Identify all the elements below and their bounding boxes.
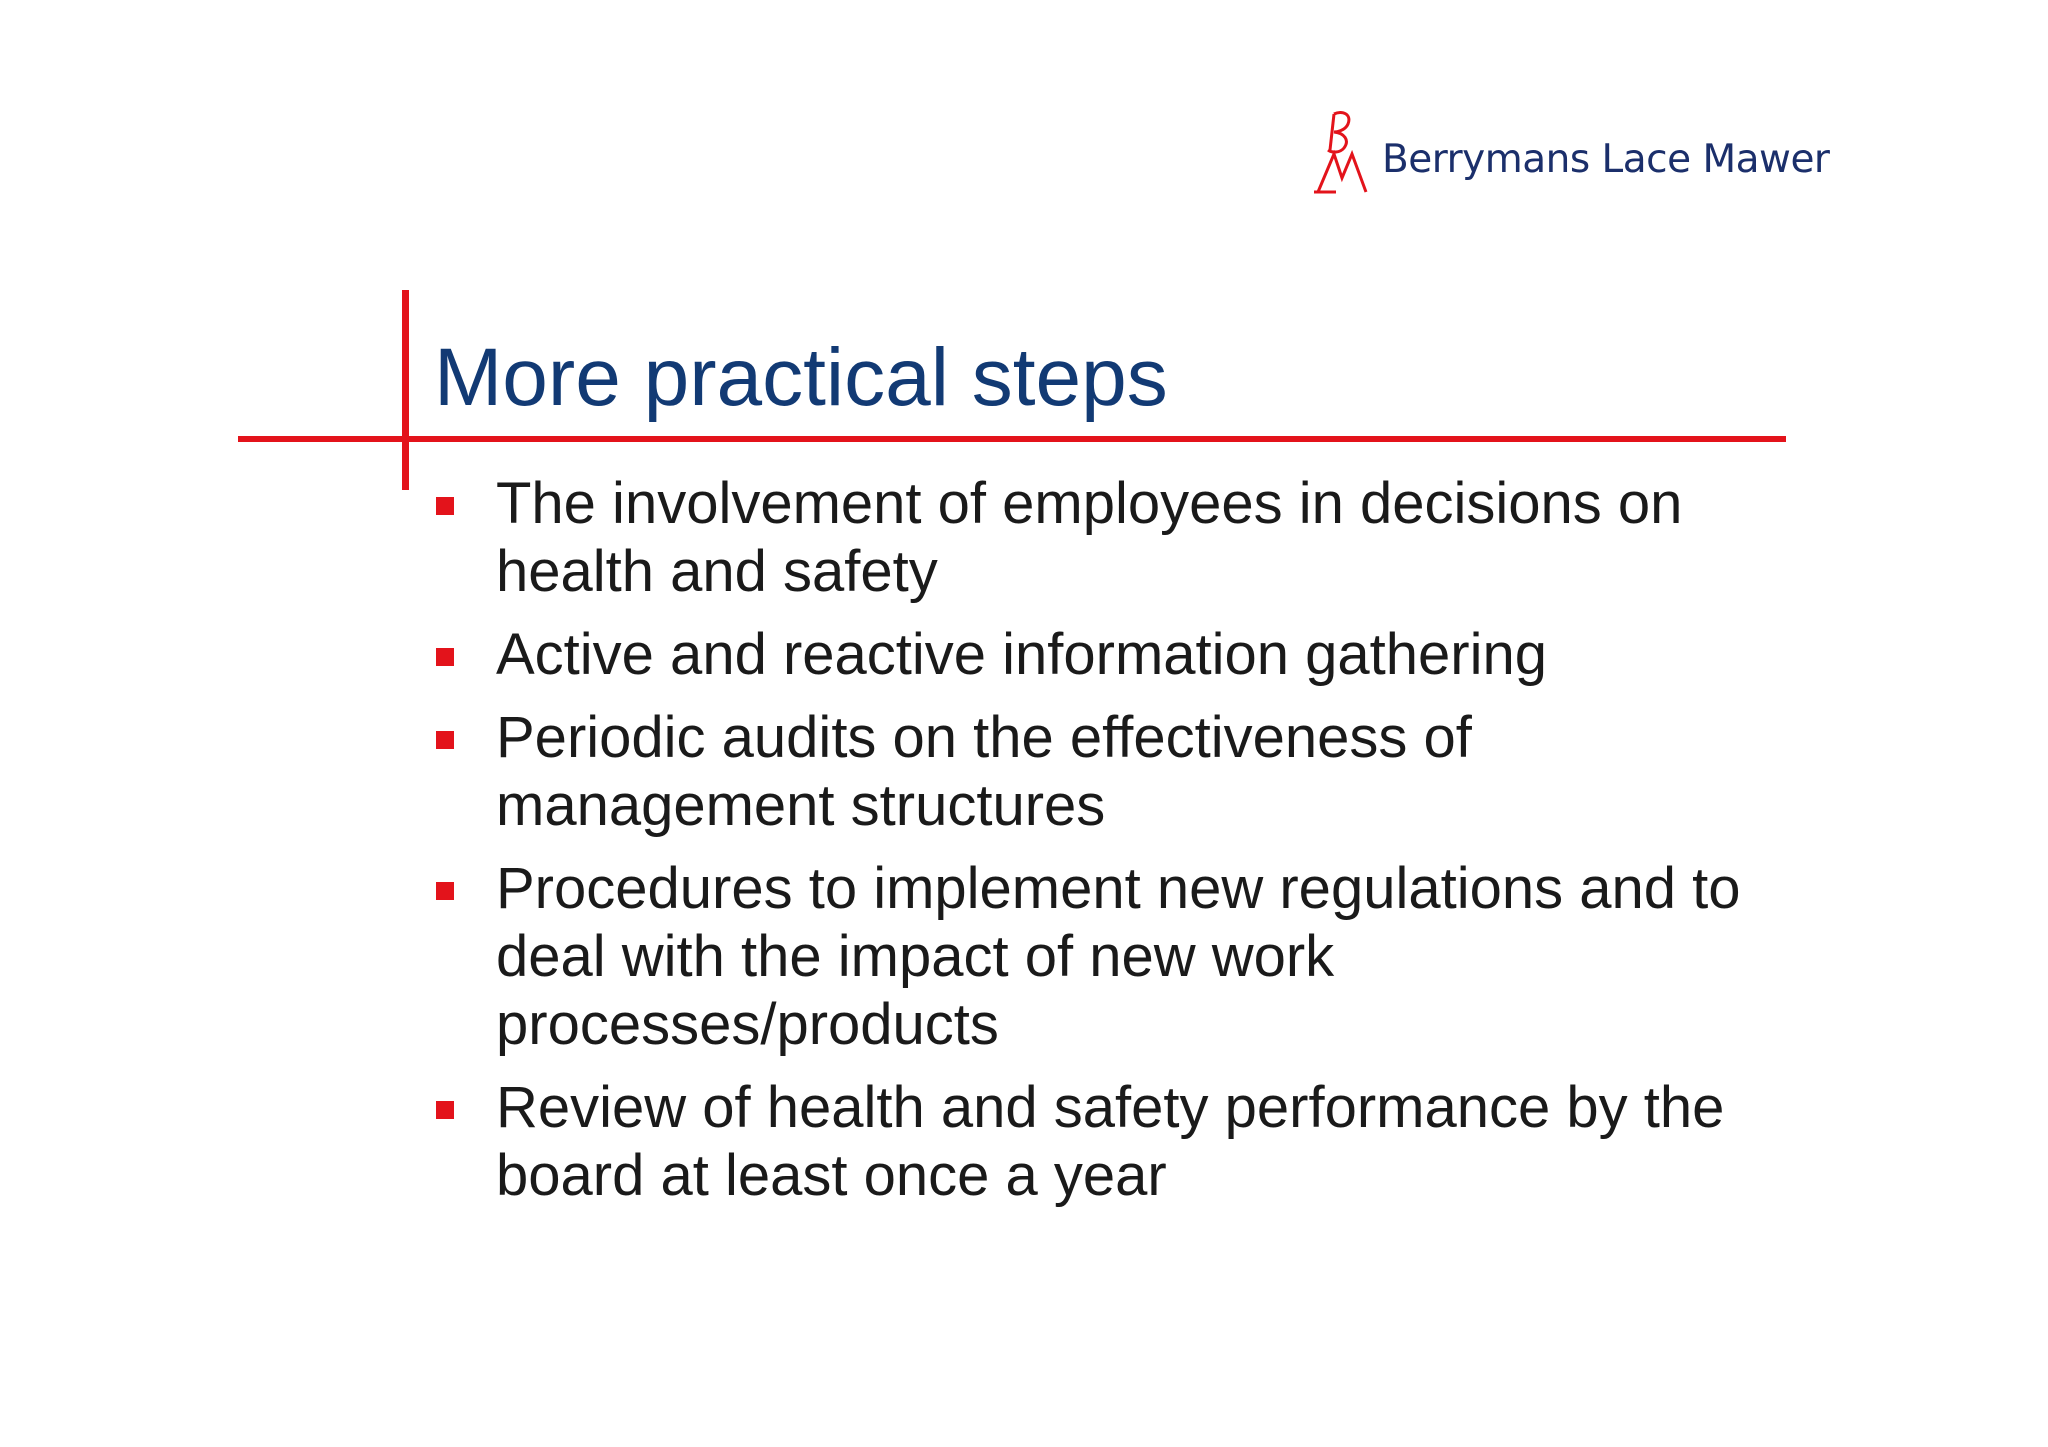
- bullet-text: Review of health and safety performance by the board at least once a year: [496, 1075, 1725, 1208]
- square-bullet-icon: [436, 882, 454, 900]
- square-bullet-icon: [436, 1101, 454, 1119]
- accent-horizontal-line: [238, 436, 1786, 442]
- bullet-text: The involvement of employees in decisions on health and safety: [496, 471, 1683, 604]
- bullet-item: [430, 855, 1790, 1059]
- bullet-item: [430, 621, 1790, 689]
- company-name: Berrymans Lace Mawer: [1382, 136, 1830, 182]
- square-bullet-icon: [436, 731, 454, 749]
- bullet-text: Procedures to implement new regulations and to deal with the impact of new work processes/products: [496, 856, 1741, 1057]
- company-logo: [1312, 106, 1829, 196]
- blm-monogram-icon: [1312, 108, 1370, 194]
- bullet-text: Periodic audits on the effectiveness of management structures: [496, 705, 1472, 838]
- square-bullet-icon: [436, 648, 454, 666]
- slide-title: More practical steps: [434, 332, 1168, 423]
- square-bullet-icon: [436, 497, 454, 515]
- bullet-item: [430, 1074, 1790, 1210]
- bullet-text: Active and reactive information gathering: [496, 622, 1548, 687]
- accent-vertical-line: [402, 290, 409, 490]
- bullet-item: [430, 704, 1790, 840]
- bullet-item: [430, 470, 1790, 606]
- bullet-list: [430, 470, 1790, 1225]
